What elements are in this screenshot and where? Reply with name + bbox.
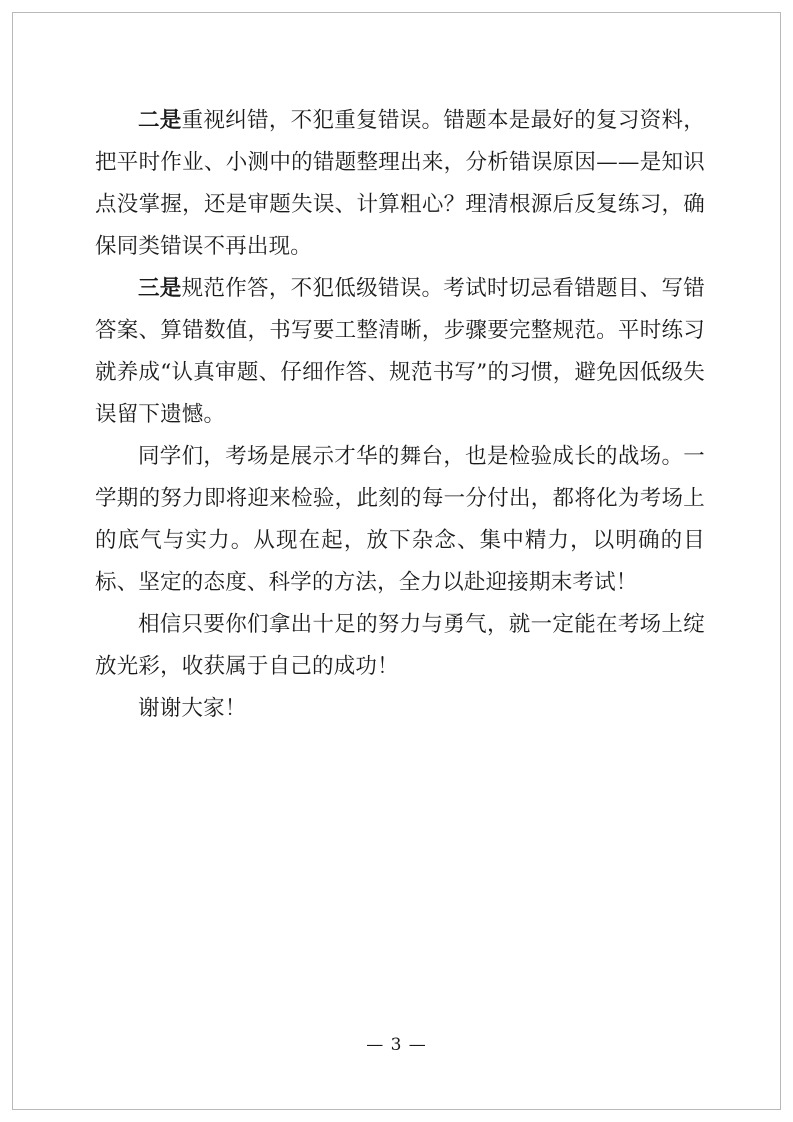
paragraph-2-text: 规范作答，不犯低级错误。考试时切忌看错题目、写错答案、算错数值，书写要工整清晰，步骤要完整规范。平时练习就养成“认真审题、仔细作答、规范书写”的习惯，避免因低级失误留下遗憾。 xyxy=(95,276,705,427)
paragraph-1-lead: 二是 xyxy=(138,108,182,133)
paragraph-1 xyxy=(95,100,705,268)
paragraph-1-text: 重视纠错，不犯重复错误。错题本是最好的复习资料，把平时作业、小测中的错题整理出来，分析错误原因——是知识点没掌握，还是审题失误、计算粗心？理清根源后反复练习，确保同类错误不再出现。 xyxy=(95,108,705,259)
page-number: — 3 — xyxy=(366,1035,427,1055)
paragraph-3 xyxy=(95,436,705,604)
paragraph-2-lead: 三是 xyxy=(138,276,182,301)
paragraph-3-text: 同学们，考场是展示才华的舞台，也是检验成长的战场。一学期的努力即将迎来检验，此刻的每一分付出，都将化为考场上的底气与实力。从现在起，放下杂念、集中精力，以明确的目标、坚定的态度、科学的方法，全力以赴迎接期末考试！ xyxy=(95,444,705,595)
document-body xyxy=(95,100,705,730)
paragraph-4-text: 相信只要你们拿出十足的努力与勇气，就一定能在考场上绽放光彩，收获属于自己的成功！ xyxy=(95,612,705,679)
paragraph-4 xyxy=(95,604,705,688)
paragraph-2 xyxy=(95,268,705,436)
paragraph-5 xyxy=(95,688,705,730)
paragraph-5-text: 谢谢大家！ xyxy=(138,696,247,721)
